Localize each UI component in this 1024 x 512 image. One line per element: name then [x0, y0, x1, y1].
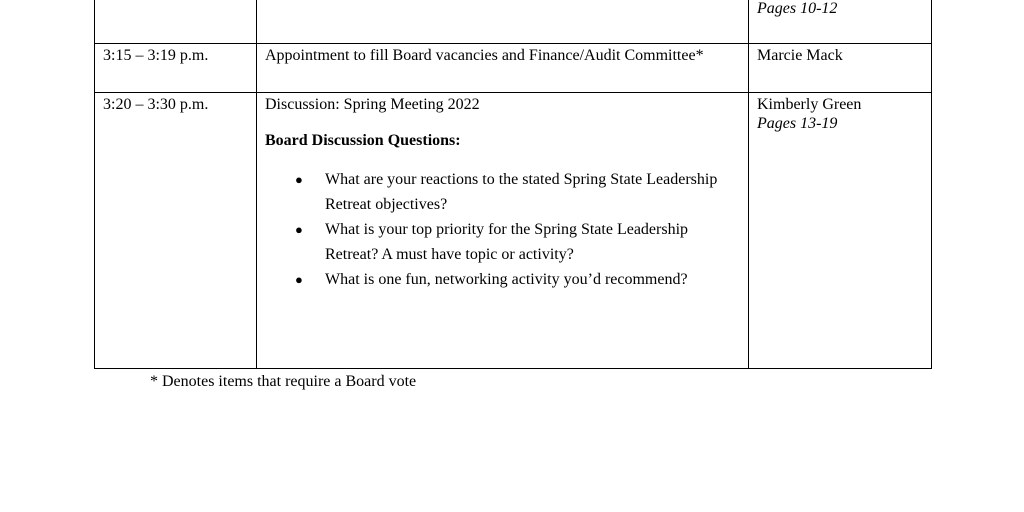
question-text: What is your top priority for the Spring State Leadership Retreat? A must have topic or activity? — [325, 221, 689, 263]
presenter-cell — [749, 44, 932, 93]
item-cell — [257, 0, 749, 44]
item-cell — [257, 93, 749, 369]
item-text: Appointment to fill Board vacancies and Finance/Audit Committee* — [265, 47, 704, 64]
list-item — [295, 167, 740, 217]
item-text: Discussion: Spring Meeting 2022 — [265, 96, 480, 113]
presenter-name: Kimberly Green — [757, 96, 862, 113]
page-reference: Pages 10-12 — [757, 0, 838, 17]
question-text: What is one fun, networking activity you’d recommend? — [325, 271, 688, 288]
time-cell — [95, 0, 257, 44]
table-row — [95, 0, 932, 44]
presenter-cell — [749, 0, 932, 44]
presenter-cell — [749, 93, 932, 369]
bullet-icon: ● — [295, 272, 303, 287]
questions-heading: Board Discussion Questions: — [265, 132, 461, 149]
time-text: 3:15 – 3:19 p.m. — [103, 47, 209, 64]
time-cell — [95, 44, 257, 93]
agenda-table — [94, 0, 932, 369]
questions-list — [265, 167, 740, 292]
presenter-name: Marcie Mack — [757, 47, 843, 64]
bullet-icon: ● — [295, 172, 303, 187]
list-item — [295, 267, 740, 292]
time-text: 3:20 – 3:30 p.m. — [103, 96, 209, 113]
list-item — [295, 217, 740, 267]
vote-footnote: * Denotes items that require a Board vote — [150, 373, 417, 390]
bullet-icon: ● — [295, 222, 303, 237]
time-cell — [95, 93, 257, 369]
table-row — [95, 44, 932, 93]
table-row — [95, 93, 932, 369]
page-reference: Pages 13-19 — [757, 115, 838, 132]
item-cell — [257, 44, 749, 93]
question-text: What are your reactions to the stated Spring State Leadership Retreat objectives? — [325, 171, 718, 213]
